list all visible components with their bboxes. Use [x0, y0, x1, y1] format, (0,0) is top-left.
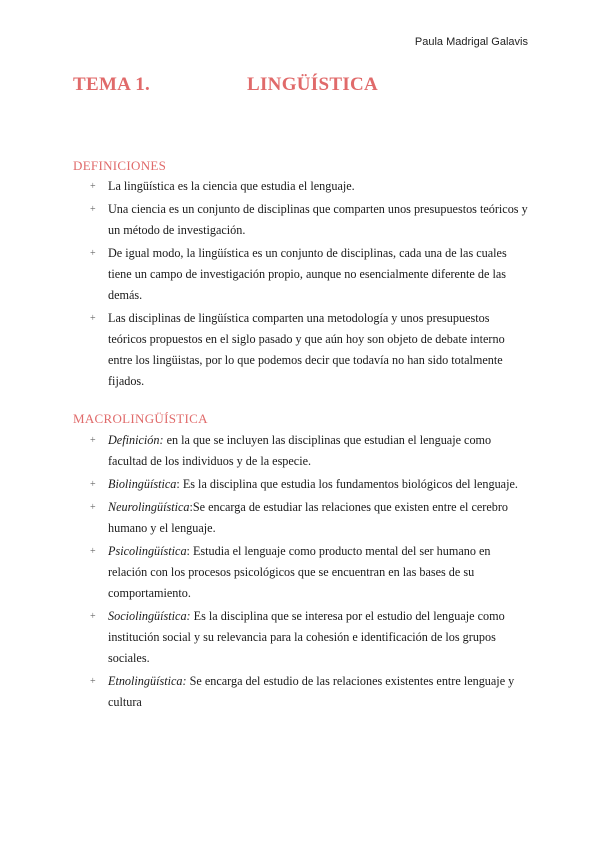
author-name: Paula Madrigal Galavis	[414, 36, 528, 48]
macrolinguistica-list	[90, 430, 530, 715]
page-title	[73, 74, 378, 96]
bullet-icon: +	[90, 435, 96, 446]
bullet-icon: +	[90, 181, 96, 192]
bullet-icon: +	[90, 546, 96, 557]
bullet-icon: +	[90, 676, 96, 687]
bullet-icon: +	[90, 611, 96, 622]
term: Biolingüística	[108, 477, 177, 491]
title-name: LINGÜÍSTICA	[247, 74, 379, 95]
list-item: + Una ciencia es un conjunto de disciplinas que comparten unos presupuestos teóricos y un método de investigación.	[90, 199, 530, 241]
list-item: + De igual modo, la lingüística es un conjunto de disciplinas, cada una de las cuales tiene un campo de investigación propio, aunque no esencialmente diferente de las demás.	[90, 243, 530, 306]
list-item: + La lingüística es la ciencia que estudia el lenguaje.	[90, 176, 530, 197]
bullet-icon: +	[90, 479, 96, 490]
term: Psicolingüística	[108, 544, 187, 558]
term: Definición:	[108, 433, 164, 447]
term: Sociolingüística:	[108, 609, 191, 623]
list-item: + Psicolingüística: Estudia el lenguaje como producto mental del ser humano en relación con los procesos psicológicos que se encuentran en las bases de su comportamiento.	[90, 541, 530, 604]
section-heading-definiciones: DEFINICIONES	[73, 158, 167, 173]
term: Neurolingüística	[108, 500, 190, 514]
bullet-icon: +	[90, 204, 96, 215]
list-item: + Definición: en la que se incluyen las disciplinas que estudian el lenguaje como facultad de los individuos y de la especie.	[90, 430, 530, 472]
list-item: + Etnolingüística: Se encarga del estudio de las relaciones existentes entre lenguaje y cultura	[90, 671, 530, 713]
term: Etnolingüística:	[108, 674, 187, 688]
bullet-icon: +	[90, 313, 96, 324]
bullet-icon: +	[90, 502, 96, 513]
list-item: + Biolingüística: Es la disciplina que estudia los fundamentos biológicos del lenguaje.	[90, 474, 530, 495]
list-item: + Las disciplinas de lingüística comparten una metodología y unos presupuestos teóricos propuestos en el siglo pasado y que aún hoy son objeto de debate interno entre los lingüistas, por lo que podemos decir que todavía no han sido totalmente fijados.	[90, 308, 530, 392]
title-number: TEMA 1.	[73, 74, 151, 95]
bullet-icon: +	[90, 248, 96, 259]
section-heading-macrolinguistica: MACROLINGÜÍSTICA	[73, 411, 208, 426]
list-item: + Sociolingüística: Es la disciplina que se interesa por el estudio del lenguaje como institución social y su relevancia para la cohesión e identificación de los grupos sociales.	[90, 606, 530, 669]
definiciones-list	[90, 176, 530, 394]
list-item: + Neurolingüística:Se encarga de estudiar las relaciones que existen entre el cerebro humano y el lenguaje.	[90, 497, 530, 539]
